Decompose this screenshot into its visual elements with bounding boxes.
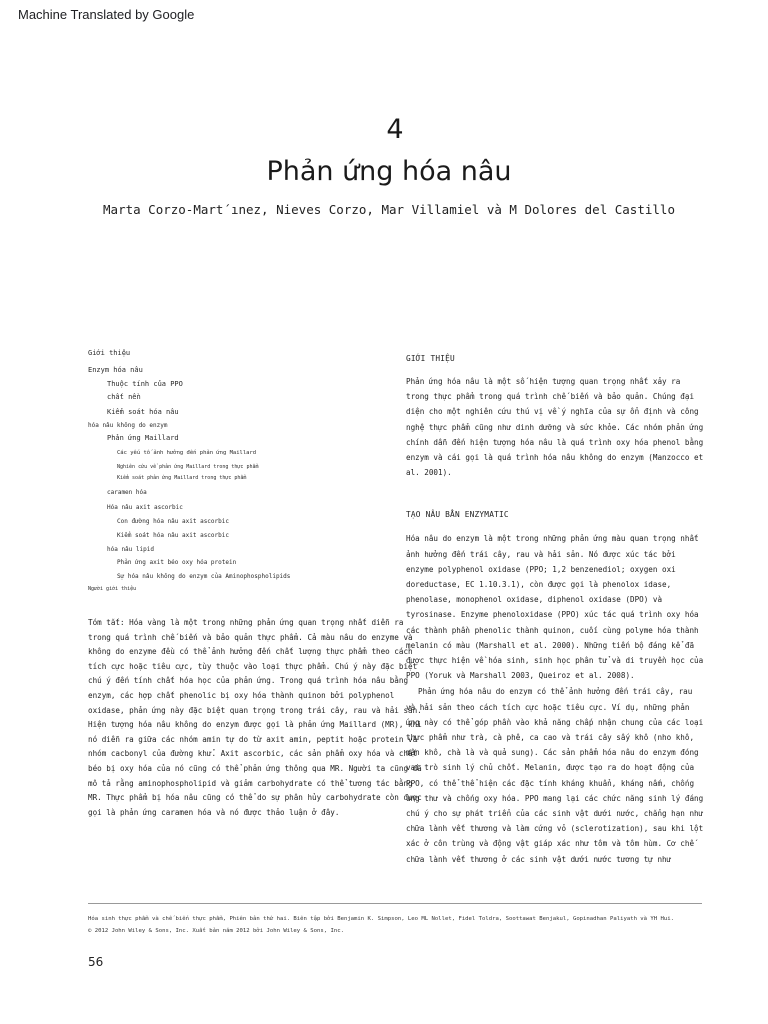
machine-translation-banner: Machine Translated by Google <box>18 7 195 22</box>
footnote-line: © 2012 John Wiley & Sons, Inc. Xuất bản năm 2012 bởi John Wiley & Sons, Inc. <box>88 928 344 934</box>
toc-item: Kiểm soát hóa nâu <box>107 408 179 416</box>
toc-item: hóa nâu không do enzym <box>88 422 168 429</box>
toc-item: Phản ứng Maillard <box>107 434 179 442</box>
page-number: 56 <box>88 955 104 969</box>
footnote-line: Hóa sinh thực phẩm và chế biến thực phẩm, Phiên bản thứ hai. Biên tập bởi Benjamin K. Simpson, Leo ML Nollet, Fidel Toldra, Soottawat Benjakul, Gopinadhan Paliyath và YH Hui. <box>88 916 674 922</box>
toc-item: Các yếu tố ảnh hưởng đến phản ứng Maillard <box>117 450 257 456</box>
chapter-authors: Marta Corzo-Mart´ınez, Nieves Corzo, Mar Villamiel và M Dolores del Castillo <box>103 202 675 217</box>
footnote <box>88 913 708 937</box>
toc-item: Enzym hóa nâu <box>88 366 143 374</box>
toc-item: Kiểm soát hóa nâu axit ascorbic <box>117 532 229 539</box>
toc-item: hóa nâu lipid <box>107 546 154 553</box>
toc-item: Giới thiệu <box>88 349 131 357</box>
toc-item: Con đường hóa nâu axit ascorbic <box>117 518 229 525</box>
toc-item: Thuộc tính của PPO <box>107 380 183 388</box>
abstract: Tóm tắt: Hóa vàng là một trong những phản ứng quan trọng nhất diễn ra trong quá trình chế biến và bảo quản thực phẩm. Cả màu nâu do enzyme và không do enzyme đều có thể ảnh hưởng đến chất lượng thực phẩm theo cách tích cực hoặc tiêu cực, tùy thuộc vào loại thực phẩm. Chú ý này đặc biệt chú ý đến tính chất hóa học của phản ứng. Trong quá trình hóa nâu bằng enzym, các hợp chất phenolic bị oxy hóa thành quinon bởi polyphenol oxidase, phản ứng này đặc biệt quan trọng trong trái cây, rau và hải sản. Hiện tượng hóa nâu không do enzym được gọi là phản ứng Maillard (MR), khi nó diễn ra giữa các nhóm amin tự do từ axit amin, peptit hoặc protein và nhóm cacbonyl của đường khử. Axit ascorbic, các sản phẩm oxy hóa và chất béo bị oxy hóa của nó cũng có thể phản ứng thông qua MR. Người ta cũng đã mô tả rằng aminophospholipid và giảm carbohydrate có thể tương tác bằng MR. Thực phẩm bị hóa nâu cũng có thể do sự phân hủy carbohydrate còn được gọi là phản ứng caramen hóa và nó được thảo luận ở đây. <box>88 618 422 817</box>
toc-item: Nghiên cứu về phản ứng Maillard trong thực phẩm <box>117 464 259 470</box>
chapter-number: 4 <box>386 114 404 145</box>
intro-heading: GIỚI THIỆU <box>406 354 455 363</box>
chapter-title: Phản ứng hóa nâu <box>266 156 512 187</box>
intro-paragraph: Phản ứng hóa nâu là một số hiện tượng quan trọng nhất xảy ra trong thực phẩm trong quá trình chế biến và bảo quản. Chúng đại diện cho một nghiên cứu thú vị về ý nghĩa của sự ổn định và công nghệ thực phẩm cũng như dinh dưỡng và sức khỏe. Các nhóm phản ứng chính dẫn đến hiện tượng hóa nâu là quá trình oxy hóa phenol bằng enzym và cái gọi là quá trình hóa nâu không do enzym (Manzocco et al. 2001). <box>406 377 704 478</box>
toc-item: Kiểm soát phản ứng Maillard trong thực phẩm <box>117 475 247 481</box>
toc-item: caramen hóa <box>107 489 147 496</box>
toc-item: Sự hóa nâu không do enzym của Aminophospholipids <box>117 573 291 580</box>
toc-item: chất nền <box>107 393 141 401</box>
toc-item: Người giới thiệu <box>88 586 137 592</box>
toc-item: Hóa nâu axit ascorbic <box>107 504 183 511</box>
enzymatic-paragraph-2: Phản ứng hóa nâu do enzym có thể ảnh hưởng đến trái cây, rau và hải sản theo cách tích cực hoặc tiêu cực. Ví dụ, những phản ứng này có thể góp phần vào khả năng chấp nhận chung của các loại thực phẩm như trà, cà phê, ca cao và trái cây sấy khô (nho khô, mận khô, chà là và quả sung). Các sản phẩm hóa nâu do enzym đóng vai trò sinh lý chủ chốt. Melanin, được tạo ra do hoạt động của PPO, có thể thể hiện các đặc tính kháng khuẩn, kháng nấm, chống ung thư và chống oxy hóa. PPO mang lại các chức năng sinh lý đáng chú ý cho sự phát triển của các sinh vật dưới nước, chẳng hạn như chữa lành vết thương và làm cứng vỏ (sclerotization), sau khi lột xác ở côn trùng và động vật giáp xác như tôm và tôm hùm. Cơ chế chữa lành vết thương ở các sinh vật dưới nước tương tự như <box>406 687 704 864</box>
footnote-divider <box>88 903 702 904</box>
enzymatic-paragraph-1: Hóa nâu do enzym là một trong những phản ứng màu quan trọng nhất ảnh hưởng đến trái cây, rau và hải sản. Nó được xúc tác bởi enzyme polyphenol oxidase (PPO; 1,2 benzenediol; oxygen oxi doreductase, EC 1.10.3.1), còn được gọi là phenolox idase, phenolase, monophenol oxidase, diphenol oxidase (DPO) và tyrosinase. Enzyme phenoloxidase (PPO) xúc tác quá trình oxy hóa các thành phần phenolic thành quinon, cuối cùng polyme hóa thành melanin có màu (Marshall et al. 2000). Những tiến bộ đáng kể đã được thực hiện về hóa sinh, sinh học phân tử và di truyền học của PPO (Yoruk và Marshall 2003, Queiroz et al. 2008). <box>406 534 704 681</box>
toc-item: Phản ứng axit béo oxy hóa protein <box>117 559 237 566</box>
right-column <box>406 354 706 867</box>
enzymatic-heading: TẠO NÂU BẰN ENZYMATIC <box>406 510 509 520</box>
